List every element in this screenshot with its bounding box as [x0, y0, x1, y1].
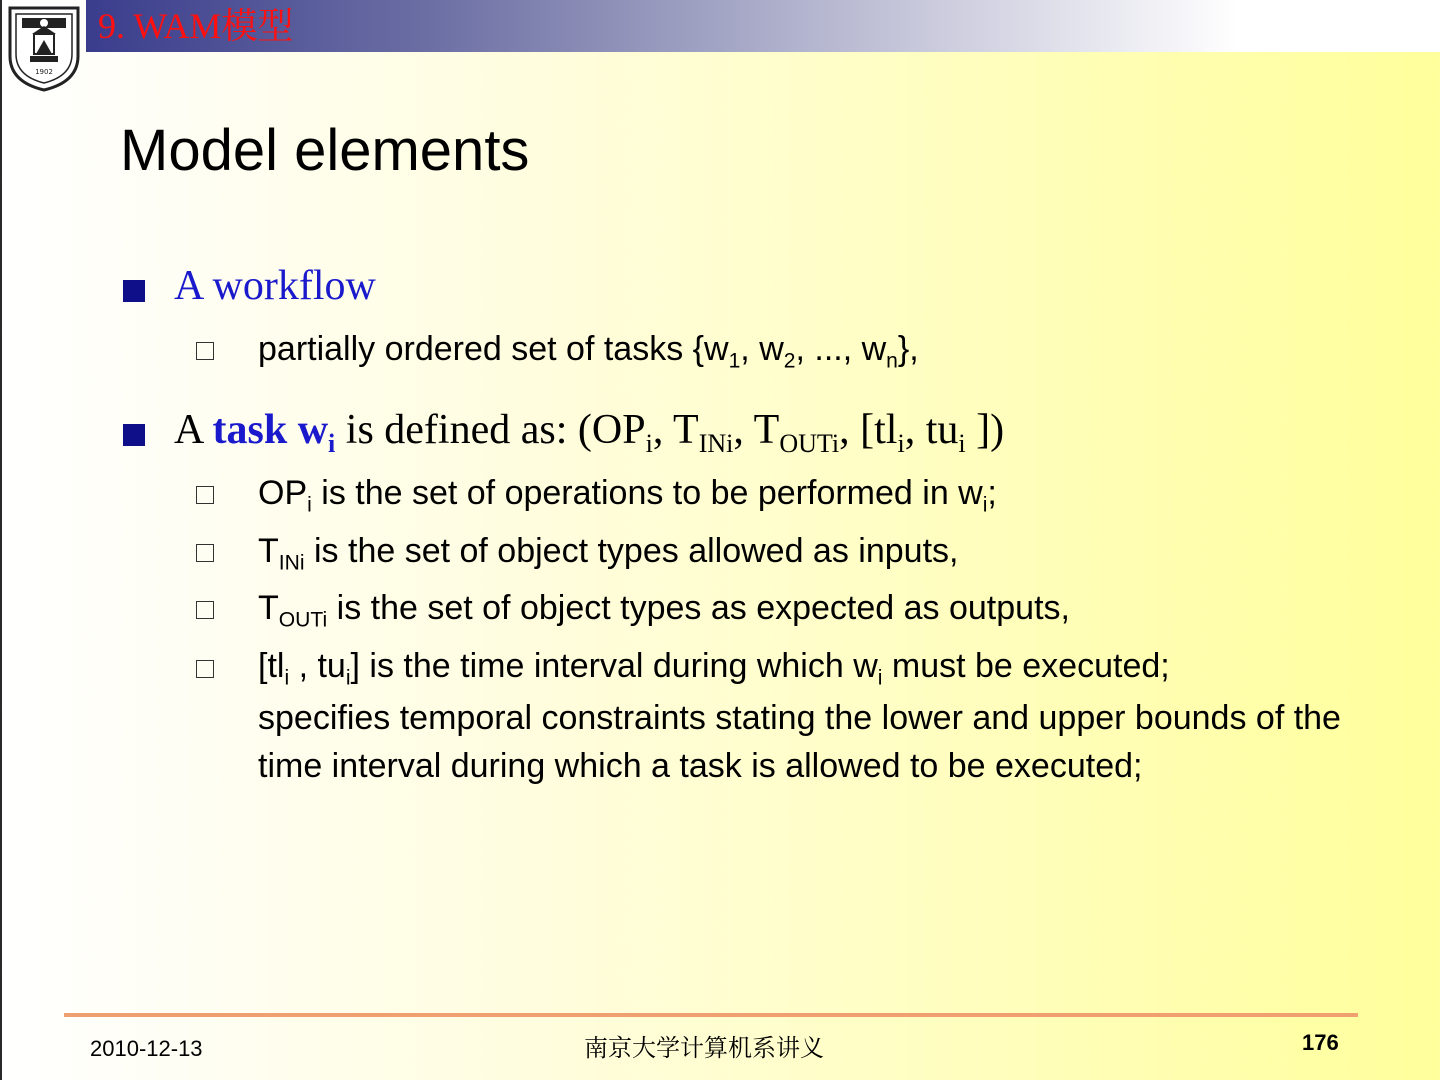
sub-item-interval-continuation: specifies temporal constraints stating the lower and upper bounds of the time interval during which a task is allowed to be executed;: [258, 699, 1341, 785]
section-title: 9. WAM模型: [98, 6, 294, 46]
university-logo-icon: [6, 4, 82, 92]
page-number: 176: [1302, 1030, 1339, 1055]
slide-title: Model elements: [120, 118, 530, 183]
sub-item-tin: $T_{INi}$ is the set of object types allowed as inputs,: [258, 532, 959, 575]
footer-date: 2010-12-13: [90, 1036, 203, 1061]
bullet-workflow: A workflow: [174, 263, 376, 309]
footer-divider: [64, 1013, 1358, 1017]
sub-bullet-box-icon: [196, 486, 214, 504]
bullet-square-icon: [123, 280, 145, 302]
sub-bullet-box-icon: [196, 601, 214, 619]
sub-bullet-box-icon: [196, 342, 214, 360]
footer-course-title: 南京大学计算机系讲义: [584, 1034, 824, 1062]
sub-bullet-box-icon: [196, 544, 214, 562]
bullet-square-icon: [123, 424, 145, 446]
sub-bullet-box-icon: [196, 660, 214, 678]
sub-item-tout: $T_{OUTi}$ is the set of object types as expected as outputs,: [258, 589, 1070, 632]
svg-text:1902: 1902: [35, 68, 53, 76]
bullet-task-definition: A task $w_i$ is defined as: ($OP_i$, $T_{INi}$, $T_{OUTi}$, [$tl_i$, $tu_i$ ]): [174, 407, 1005, 459]
sub-item-partial-order: partially ordered set of tasks {$w_1$, $w_2$, ..., $w_n$},: [258, 330, 919, 373]
sub-item-interval: [$tl_i$ , $tu_i$] is the time interval during which $w_i$ must be executed;: [258, 647, 1170, 690]
sub-item-op: $OP_i$ is the set of operations to be performed in $w_i$;: [258, 474, 997, 517]
